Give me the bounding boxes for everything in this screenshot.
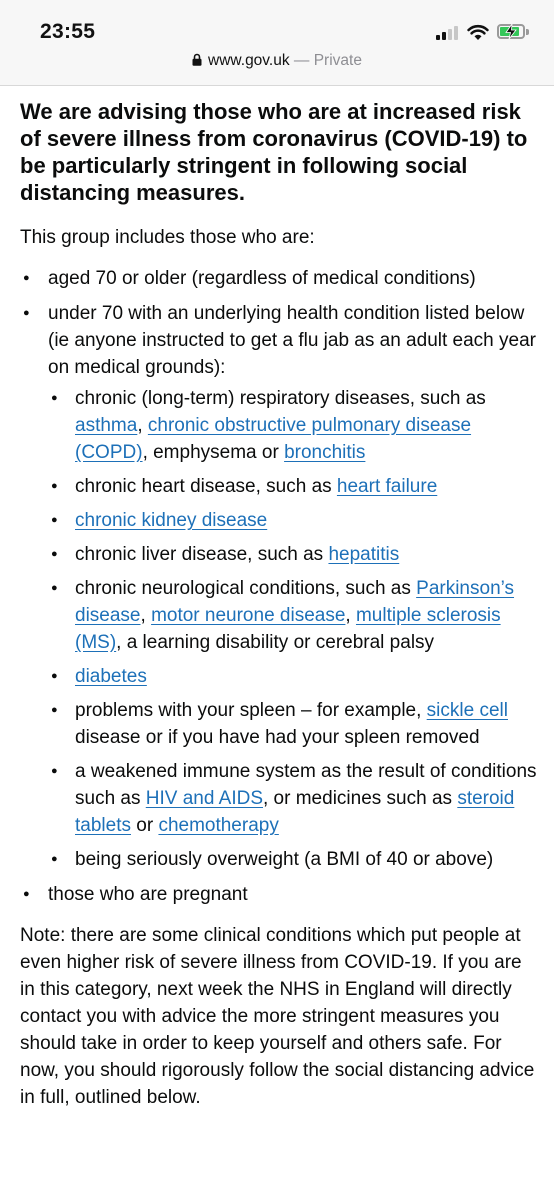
age-text: aged 70 or older (regardless of medical conditions) (48, 268, 476, 289)
respiratory-mid-text: , emphysema or (142, 442, 285, 463)
steroid-tablets-link[interactable]: steroid tablets (75, 788, 515, 836)
article-content (20, 98, 540, 1111)
sickle-cell-link[interactable]: sickle cell (426, 700, 508, 721)
pregnant-text: those who are pregnant (48, 884, 248, 905)
cellular-signal-icon (436, 26, 460, 40)
immune-mid-text: , or medicines such as (263, 788, 458, 809)
bronchitis-link[interactable]: bronchitis (284, 442, 366, 463)
list-item-age (20, 265, 540, 292)
url-separator: — (289, 52, 314, 69)
page-heading: We are advising those who are at increased risk of severe illness from coronavirus (COVID-19) to be particularly stringent in following social distancing measures. (20, 99, 528, 205)
motor-neurone-link[interactable]: motor neurone disease (151, 605, 346, 626)
status-time: 23:55 (40, 20, 96, 43)
heart-failure-link[interactable]: heart failure (336, 476, 438, 497)
neuro-separator-1: , (140, 605, 152, 626)
intro-text: This group includes those who are: (20, 227, 315, 248)
browser-url-bar[interactable] (0, 48, 554, 86)
respiratory-text: chronic (long-term) respiratory diseases, such as (75, 388, 486, 409)
condition-liver (48, 541, 540, 568)
wifi-icon (467, 23, 489, 41)
copd-link[interactable]: chronic obstructive pulmonary disease (COPD) (75, 415, 472, 463)
condition-overweight (48, 846, 540, 873)
risk-group-list (20, 265, 540, 908)
hiv-aids-link[interactable]: HIV and AIDS (145, 788, 263, 809)
liver-text: chronic liver disease, such as (75, 544, 329, 565)
condition-list (48, 385, 540, 873)
lock-icon (192, 53, 202, 66)
immune-text: a weakened immune system as the result of conditions such as (75, 761, 537, 809)
under70-text: under 70 with an underlying health condition listed below (ie anyone instructed to get a flu jab as an adult each year on medical grounds): (48, 303, 536, 378)
condition-neurological (48, 575, 540, 656)
battery-icon (497, 24, 525, 39)
neuro-text: chronic neurological conditions, such as (75, 578, 417, 599)
url-display[interactable] (0, 52, 554, 70)
chemotherapy-link[interactable]: chemotherapy (158, 815, 279, 836)
charging-bolt-icon (504, 24, 518, 39)
condition-immune (48, 758, 540, 839)
heart-text: chronic heart disease, such as (75, 476, 337, 497)
hepatitis-link[interactable]: hepatitis (328, 544, 400, 565)
url-domain: www.gov.uk (208, 52, 290, 69)
list-item-pregnant (20, 881, 540, 908)
neuro-suffix-text: , a learning disability or cerebral palsy (116, 632, 435, 653)
kidney-disease-link[interactable]: chronic kidney disease (75, 510, 268, 531)
asthma-link[interactable]: asthma (75, 415, 138, 436)
condition-diabetes (48, 663, 540, 690)
overweight-text: being seriously overweight (a BMI of 40 or above) (75, 849, 494, 870)
spleen-text: problems with your spleen – for example, (75, 700, 427, 721)
parkinsons-link[interactable]: Parkinson’s disease (75, 578, 515, 626)
diabetes-link[interactable]: diabetes (75, 666, 147, 687)
status-bar (0, 0, 554, 48)
condition-respiratory (48, 385, 540, 466)
condition-heart (48, 473, 540, 500)
immune-separator: or (130, 815, 159, 836)
browsing-mode-label: Private (313, 52, 362, 69)
respiratory-separator: , (137, 415, 148, 436)
condition-spleen (48, 697, 540, 751)
note-text: Note: there are some clinical conditions which put people at even higher risk of severe illness from COVID-19. If you are in this category, next week the NHS in England will directly contact you with advice the more stringent measures you should take in order to keep yourself and others safe. For now, you should rigorously follow the social distancing advice in full, outlined below. (20, 925, 535, 1108)
neuro-separator-2: , (345, 605, 356, 626)
battery-cap (526, 29, 529, 35)
multiple-sclerosis-link[interactable]: multiple sclerosis (MS) (75, 605, 501, 653)
list-item-under70 (20, 300, 540, 873)
spleen-suffix-text: disease or if you have had your spleen removed (75, 727, 480, 748)
condition-kidney (48, 507, 540, 534)
